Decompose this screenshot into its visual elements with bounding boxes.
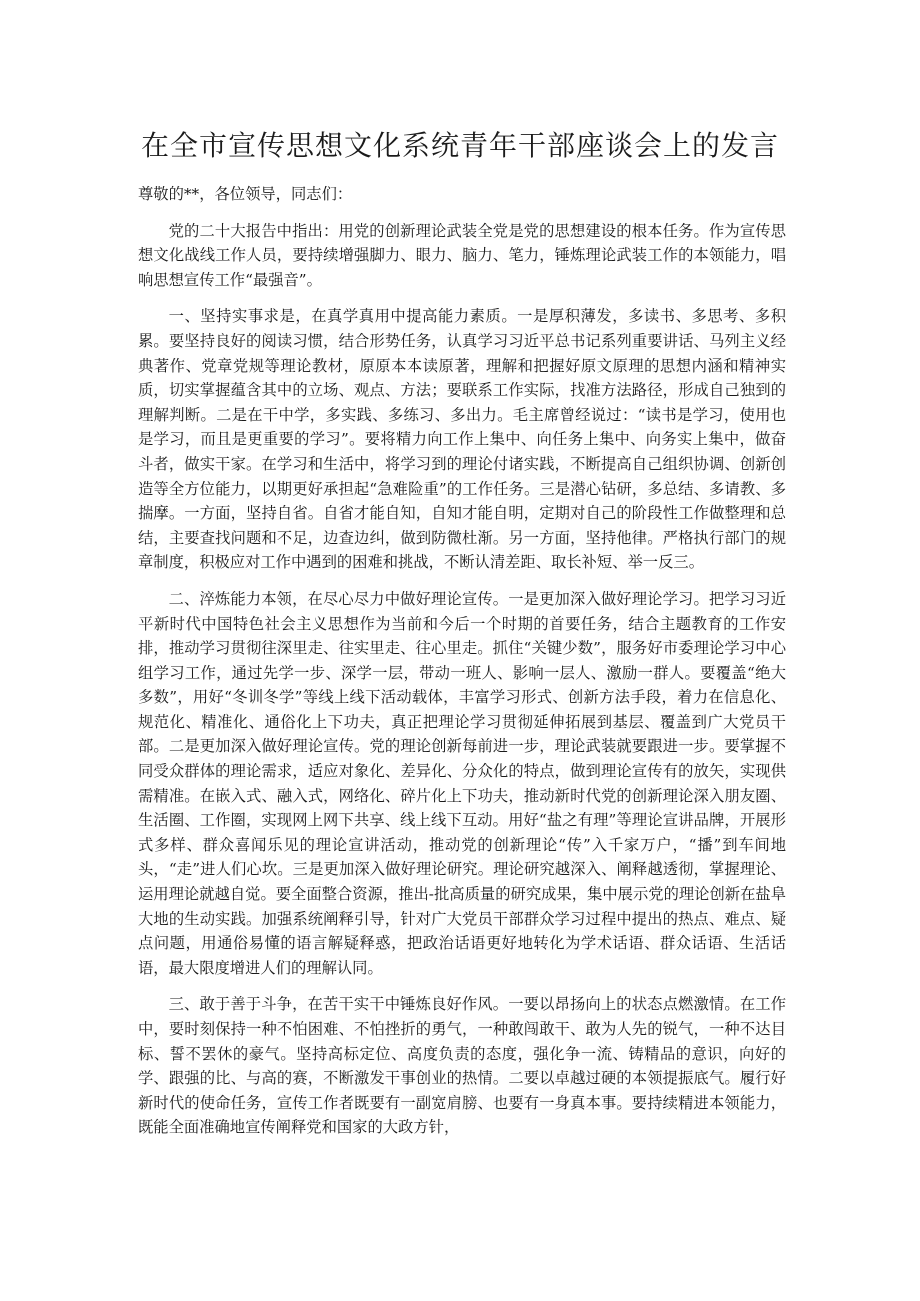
paragraph-intro: 党的二十大报告中指出：用党的创新理论武装全党是党的思想建设的根本任务。作为宣传思想文化战线工作人员，要持续增强脚力、眼力、脑力、笔力，锤炼理论武装工作的本领能力，唱响思想宣传工作“最强音”。 [138, 221, 786, 289]
paragraph-section-3: 三、敢于善于斗争，在苦干实干中锤炼良好作风。一要以昂扬向上的状态点燃激情。在工作中，要时刻保持一种不怕困难、不怕挫折的勇气，一种敢闯敢干、敢为人先的锐气，一种不达目标、誓不罢休的豪气。坚持高标定位、高度负责的态度，强化争一流、铸精品的意识，向好的学、跟强的比、与高的赛，不断激发干事创业的热情。二要以卓越过硬的本领提振底气。履行好新时代的使命任务，宣传工作者既要有一副宽肩膀、也要有一身真本事。要持续精进本领能力，既能全面准确地宣传阐释党和国家的大政方针， [138, 995, 786, 1137]
document-body [138, 182, 786, 1152]
document-title: 在全市宣传思想文化系统青年干部座谈会上的发言 [140, 129, 779, 162]
paragraph-section-2: 二、淬炼能力本领，在尽心尽力中做好理论宣传。一是更加深入做好理论学习。把学习习近平新时代中国特色社会主义思想作为当前和今后一个时期的首要任务，结合主题教育的工作安排，推动学习贯彻往深里走、往实里走、往心里走。抓住“关键少数”，服务好市委理论学习中心组学习工作，通过先学一步、深学一层，带动一班人、影响一层人、激励一群人。要覆盖“绝大多数”，用好“冬训冬学”等线上线下活动载体，丰富学习形式、创新方法手段，着力在信息化、规范化、精准化、通俗化上下功夫，真正把理论学习贯彻延伸拓展到基层、覆盖到广大党员干部。二是更加深入做好理论宣传。党的理论创新每前进一步，理论武装就要跟进一步。要掌握不同受众群体的理论需求，适应对象化、差异化、分众化的特点，做到理论宣传有的放矢，实现供需精准。在嵌入式、融入式，网络化、碎片化上下功夫，推动新时代党的创新理论深入朋友圈、生活圈、工作圈，实现网上网下共享、线上线下互动。用好“盐之有理”等理论宣讲品牌，开展形式多样、群众喜闻乐见的理论宣讲活动，推动党的创新理论“传”入千家万户，“播”到车间地头，“走”进人们心坎。三是更加深入做好理论研究。理论研究越深入、阐释越透彻，掌握理论、运用理论就越自觉。要全面整合资源，推出-批高质量的研究成果，集中展示党的理论创新在盐阜大地的生动实践。加强系统阐释引导，针对广大党员干部群众学习过程中提出的热点、难点、疑点问题，用通俗易懂的语言解疑释惑，把政治话语更好地转化为学术话语、群众话语、生活话语，最大限度增进人们的理解认同。 [138, 589, 786, 977]
salutation: 尊敬的**，各位领导，同志们： [138, 185, 353, 203]
paragraph-section-1: 一、坚持实事求是，在真学真用中提高能力素质。一是厚积薄发，多读书、多思考、多积累。要坚持良好的阅读习惯，结合形势任务，认真学习习近平总书记系列重要讲话、马列主义经典著作、党章党规等理论教材，原原本本读原著，理解和把握好原文原理的思想内涵和精神实质，切实掌握蕴含其中的立场、观点、方法；要联系工作实际，找准方法路径，形成自己独到的理解判断。二是在干中学，多实践、多练习、多出力。毛主席曾经说过：“读书是学习，使用也是学习，而且是更重要的学习”。要将精力向工作上集中、向任务上集中、向务实上集中，做奋斗者，做实干家。在学习和生活中，将学习到的理论付诸实践，不断提高自己组织协调、创新创造等全方位能力，以期更好承担起“急难险重”的工作任务。三是潜心钻研，多总结、多请教、多揣摩。一方面，坚持自省。自省才能自知，自知才能自明，定期对自己的阶段性工作做整理和总结，主要查找问题和不足，边查边纠，做到防微杜渐。另一方面，坚持他律。严格执行部门的规章制度，积极应对工作中遇到的困难和挑战，不断认清差距、取长补短、举一反三。 [138, 307, 786, 572]
